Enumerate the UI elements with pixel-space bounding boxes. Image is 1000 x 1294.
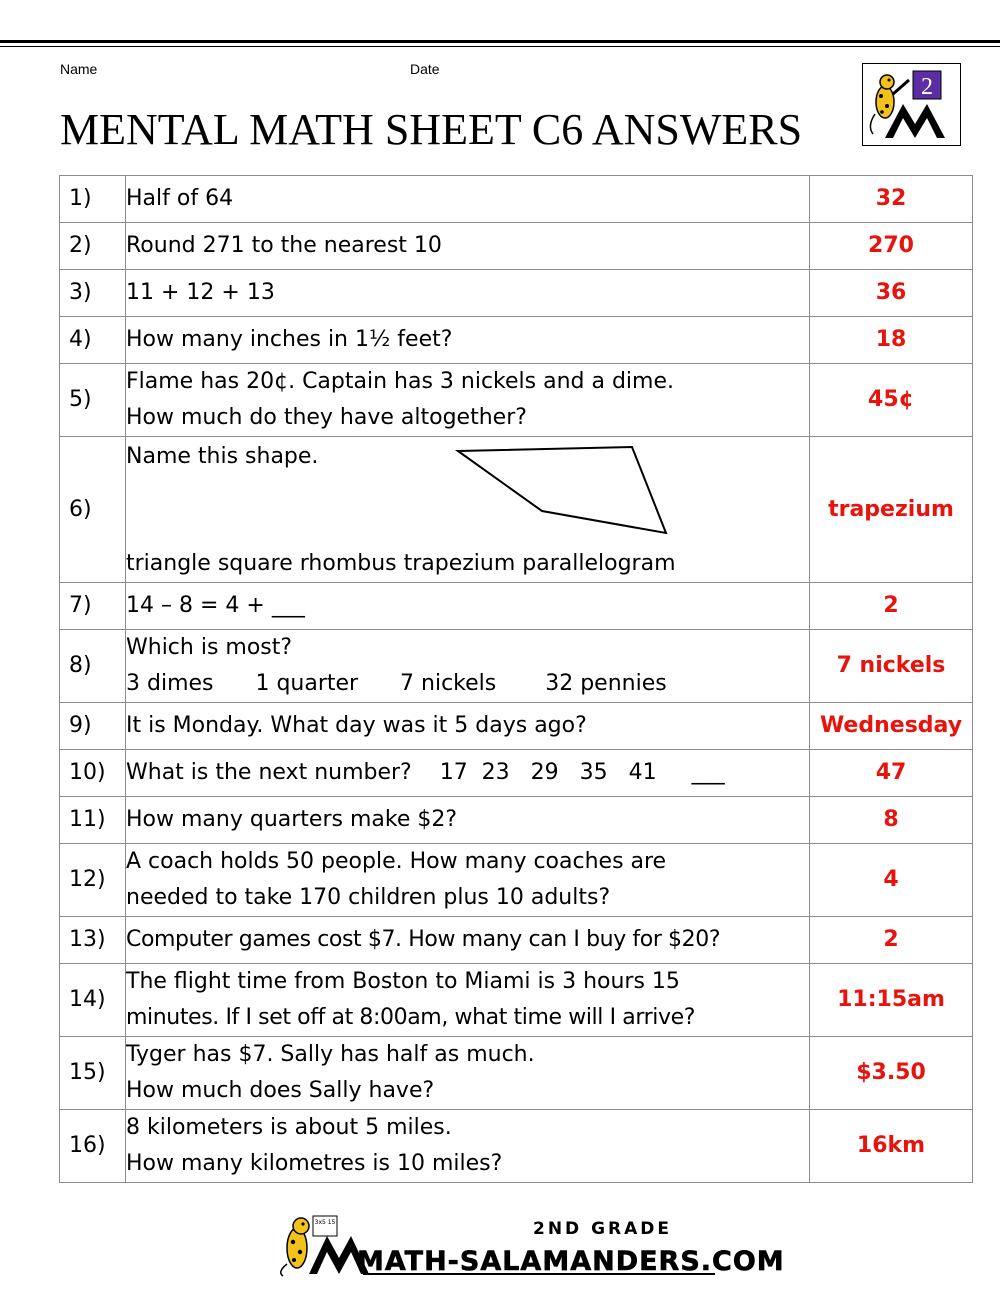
grade-text: 2ND GRADE xyxy=(533,1219,673,1239)
question-row xyxy=(60,750,973,797)
question-text: Flame has 20¢. Captain has 3 nickels and a dime. How much do they have altogether? xyxy=(126,364,810,437)
question-row xyxy=(60,630,973,703)
answer-cell: 8 xyxy=(810,797,973,844)
answer-cell: 7 nickels xyxy=(810,630,973,703)
question-text: Which is most? 3 dimes 1 quarter 7 nickels 32 pennies xyxy=(126,630,810,703)
site-text: MATH-SALAMANDERS.COM xyxy=(357,1246,785,1277)
footer-logo xyxy=(275,1212,785,1278)
question-number: 5) xyxy=(60,364,126,437)
question-number: 3) xyxy=(60,270,126,317)
question-number: 16) xyxy=(60,1110,126,1183)
answer-cell: 2 xyxy=(810,917,973,964)
answer-cell: 4 xyxy=(810,844,973,917)
grade-badge-text: 2 xyxy=(921,74,933,100)
question-row xyxy=(60,1110,973,1183)
question-text: Half of 64 xyxy=(126,176,810,223)
question-number: 14) xyxy=(60,964,126,1037)
question-row xyxy=(60,176,973,223)
question-number: 9) xyxy=(60,703,126,750)
question-row xyxy=(60,703,973,750)
question-text: 8 kilometers is about 5 miles. How many kilometres is 10 miles? xyxy=(126,1110,810,1183)
answer-cell: $3.50 xyxy=(810,1037,973,1110)
question-number: 10) xyxy=(60,750,126,797)
question-number: 2) xyxy=(60,223,126,270)
question-number: 15) xyxy=(60,1037,126,1110)
sign-text: 3x5 15 xyxy=(314,1219,336,1226)
answer-cell: 32 xyxy=(810,176,973,223)
question-row xyxy=(60,964,973,1037)
question-number: 11) xyxy=(60,797,126,844)
trapezium-shape xyxy=(456,445,676,540)
question-row xyxy=(60,364,973,437)
question-text: A coach holds 50 people. How many coaches are needed to take 170 children plus 10 adults? xyxy=(126,844,810,917)
name-label: Name xyxy=(60,61,98,77)
answer-cell: 47 xyxy=(810,750,973,797)
answer-cell: 16km xyxy=(810,1110,973,1183)
question-text: How many inches in 1½ feet? xyxy=(126,317,810,364)
answer-cell: trapezium xyxy=(810,437,973,583)
question-row xyxy=(60,917,973,964)
question-text: Round 271 to the nearest 10 xyxy=(126,223,810,270)
question-text: How many quarters make $2? xyxy=(126,797,810,844)
question-number: 4) xyxy=(60,317,126,364)
answer-cell: Wednesday xyxy=(810,703,973,750)
question-text: Tyger has $7. Sally has half as much. How much does Sally have? xyxy=(126,1037,810,1110)
question-row xyxy=(60,844,973,917)
question-row xyxy=(60,583,973,630)
question-number: 12) xyxy=(60,844,126,917)
question-number: 13) xyxy=(60,917,126,964)
answer-cell: 36 xyxy=(810,270,973,317)
question-text: What is the next number? 17 23 29 35 41 ___ xyxy=(126,750,810,797)
question-row xyxy=(60,437,973,583)
page-title: MENTAL MATH SHEET C6 ANSWERS xyxy=(60,105,803,154)
grade-logo xyxy=(862,63,961,146)
question-row xyxy=(60,1037,973,1110)
question-text: Computer games cost $7. How many can I buy for $20? xyxy=(126,917,810,964)
question-row xyxy=(60,797,973,844)
question-text: Name this shape. triangle square rhombus trapezium parallelogram xyxy=(126,437,810,583)
answer-cell: 45¢ xyxy=(810,364,973,437)
top-rule xyxy=(0,40,1000,43)
top-rule-thin xyxy=(0,46,1000,47)
question-number: 7) xyxy=(60,583,126,630)
question-number: 1) xyxy=(60,176,126,223)
question-text: It is Monday. What day was it 5 days ago? xyxy=(126,703,810,750)
question-text: 11 + 12 + 13 xyxy=(126,270,810,317)
salamander-grade-icon xyxy=(863,64,960,145)
math-salamanders-logo xyxy=(275,1212,785,1278)
question-row xyxy=(60,223,973,270)
question-number: 6) xyxy=(60,437,126,583)
answer-cell: 2 xyxy=(810,583,973,630)
question-text: The flight time from Boston to Miami is 3 hours 15 minutes. If I set off at 8:00am, what time will I arrive? xyxy=(126,964,810,1037)
questions-table xyxy=(59,175,973,1183)
answer-cell: 11:15am xyxy=(810,964,973,1037)
answer-cell: 270 xyxy=(810,223,973,270)
question-row xyxy=(60,270,973,317)
question-number: 8) xyxy=(60,630,126,703)
question-row xyxy=(60,317,973,364)
answer-cell: 18 xyxy=(810,317,973,364)
date-label: Date xyxy=(410,61,440,77)
question-text: 14 – 8 = 4 + ___ xyxy=(126,583,810,630)
